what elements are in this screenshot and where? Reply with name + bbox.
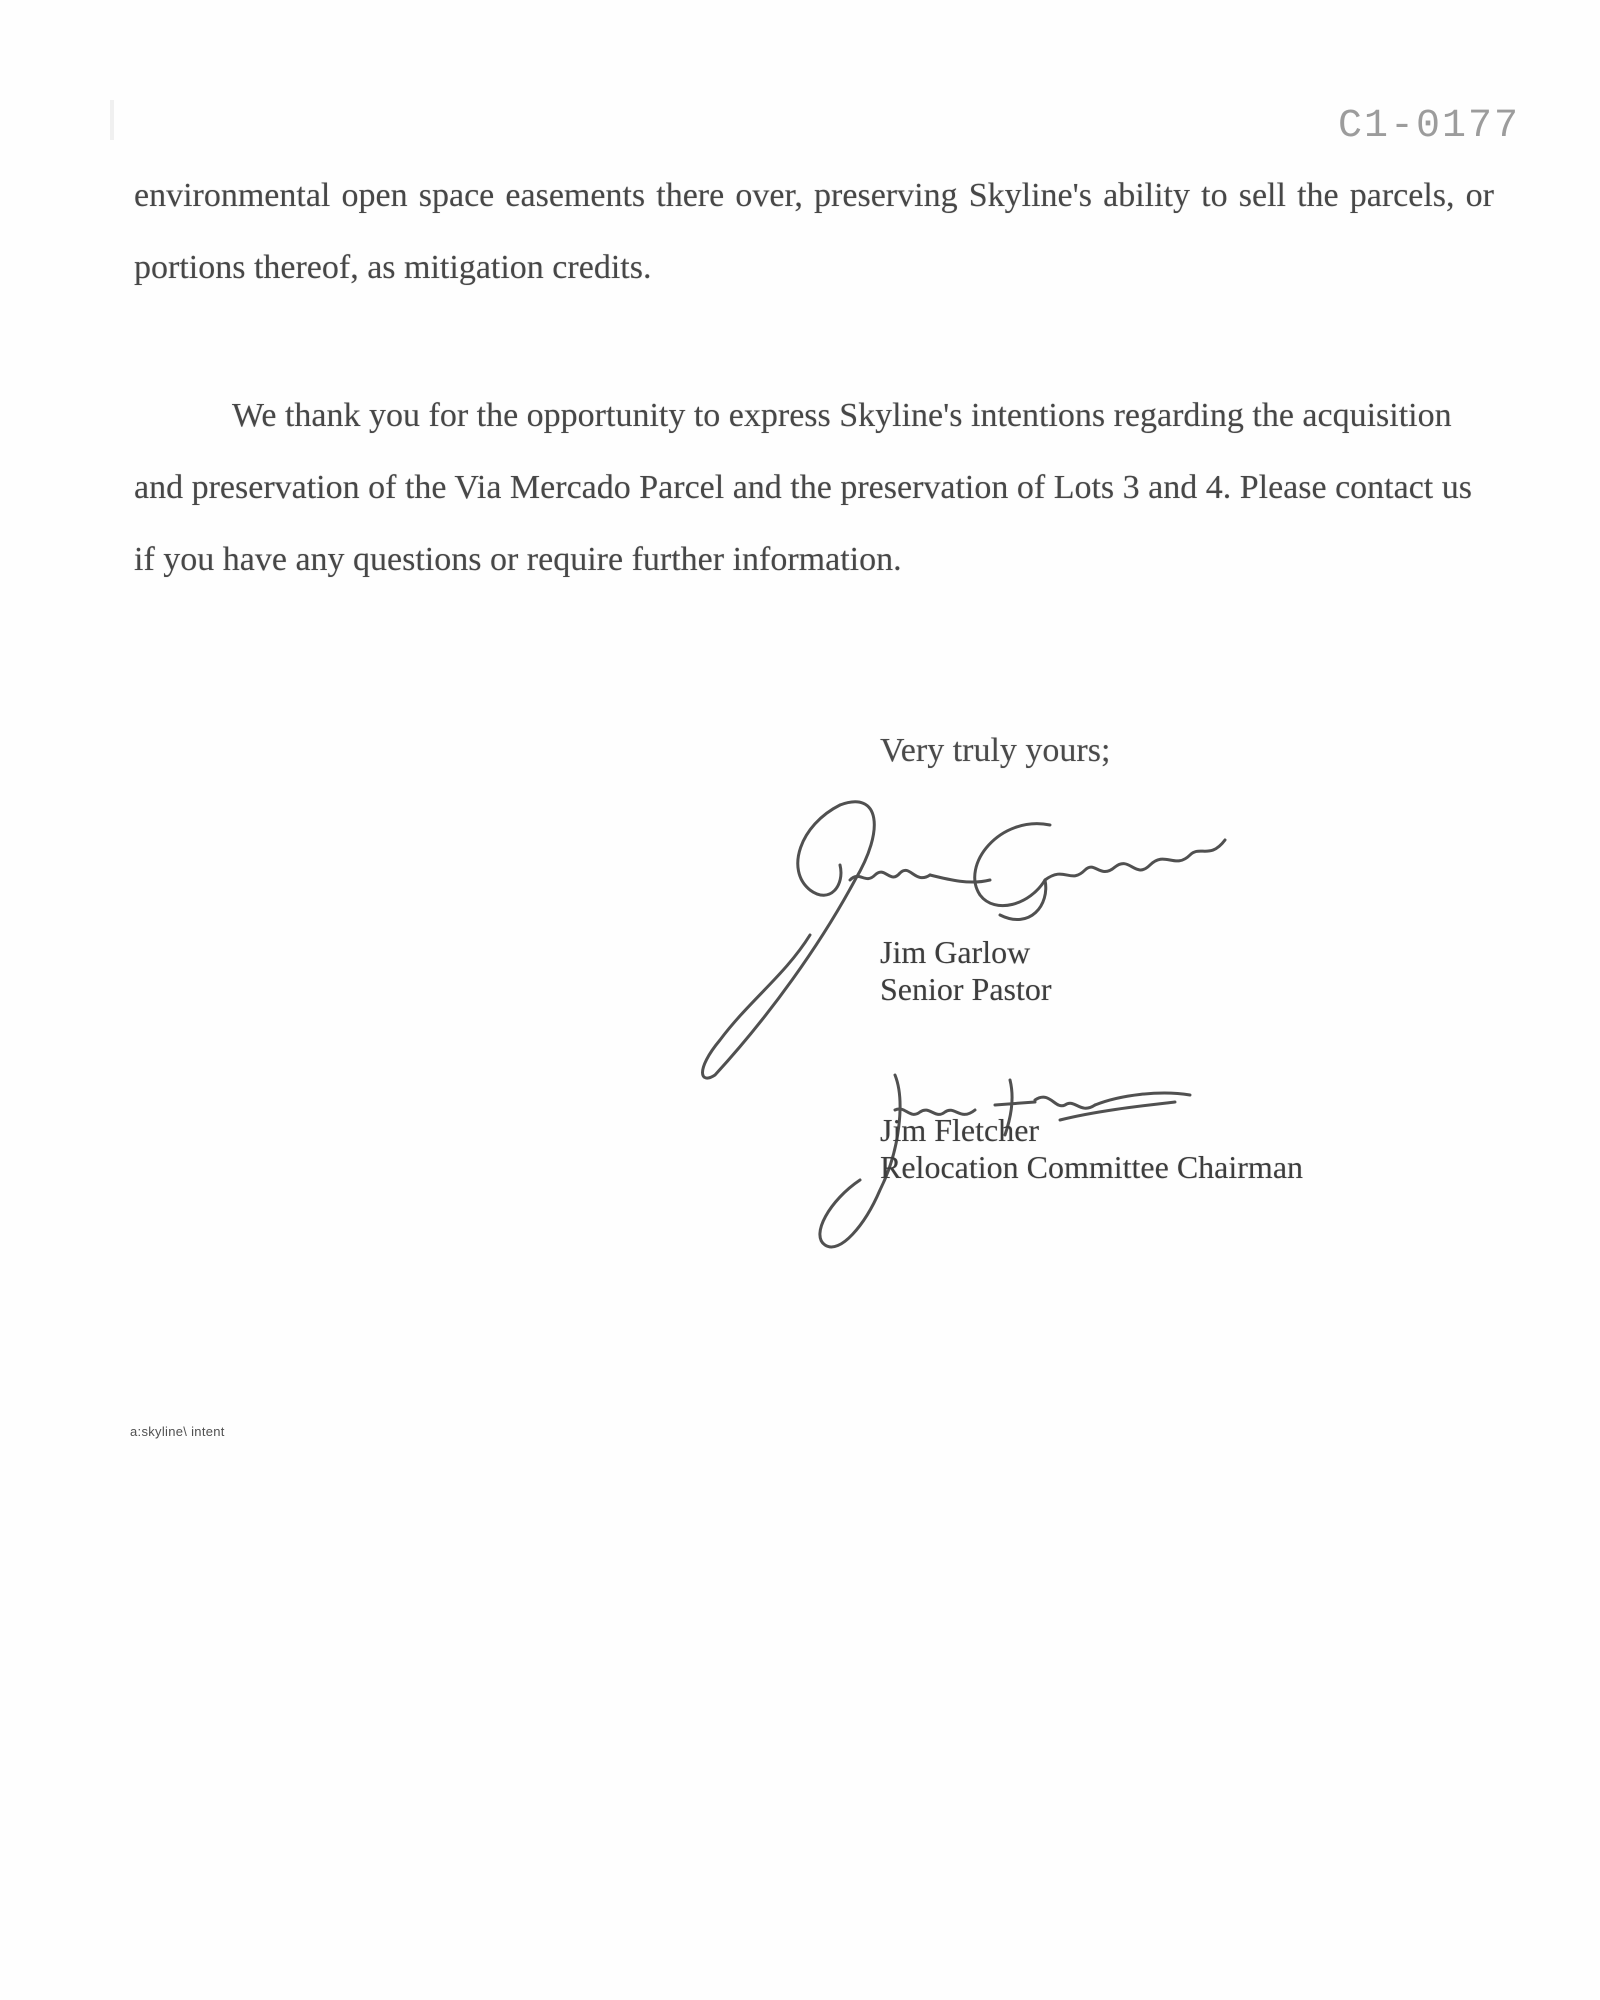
signatory-2: [880, 1112, 1303, 1186]
signatory-1-title: Senior Pastor: [880, 971, 1052, 1007]
letter-closing: Very truly yours;: [880, 732, 1111, 769]
signatory-2-name: Jim Fletcher: [880, 1112, 1040, 1148]
signatory-1-name: Jim Garlow: [880, 934, 1031, 970]
file-reference: a:skyline\ intent: [130, 1424, 225, 1439]
letter-paragraph-1: environmental open space easements there over, preserving Skyline's ability to sell the parcels, or portions thereof, as mitigation credits.: [134, 177, 1494, 286]
signatory-1: [880, 934, 1052, 1008]
signatory-2-title: Relocation Committee Chairman: [880, 1149, 1304, 1185]
scan-artifact: [110, 100, 114, 140]
page-number: C1-0177: [1337, 104, 1520, 149]
letter-paragraph-2: We thank you for the opportunity to express Skyline's intentions regarding the acquisition and preservation of the Via Mercado Parcel and the preservation of Lots 3 and 4. Please contact us if you have any questions or require further information.: [134, 397, 1472, 578]
